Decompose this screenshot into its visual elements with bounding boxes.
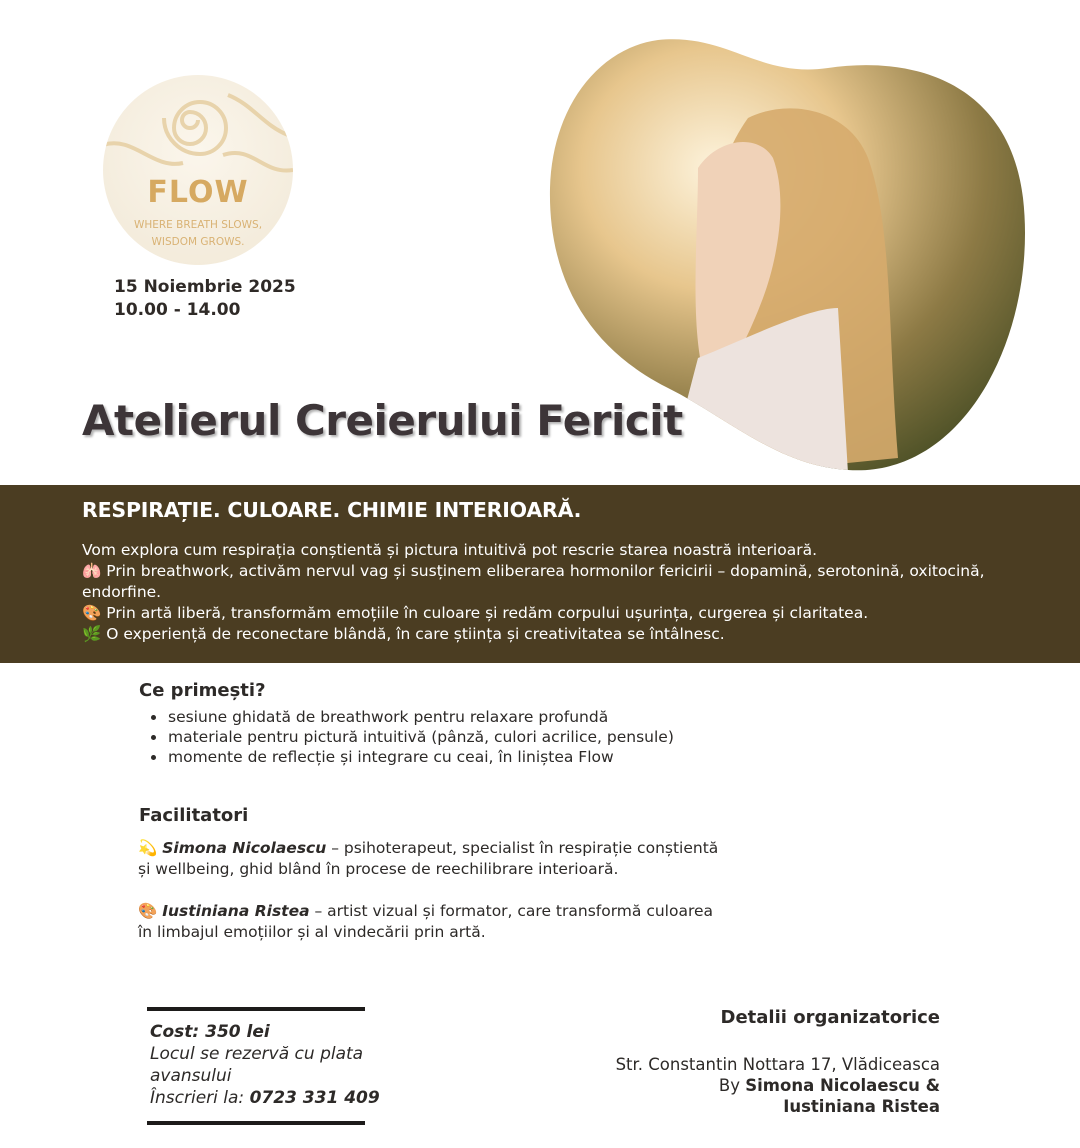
page-title: Atelierul Creierului Fericit <box>82 396 683 445</box>
intro-band <box>0 485 1080 663</box>
list-item: sesiune ghidată de breathwork pentru relaxare profundă <box>139 707 674 727</box>
intro-heading: RESPIRAȚIE. CULOARE. CHIMIE INTERIOARĂ. <box>82 498 582 522</box>
facilitator-simona: 💫 Simona Nicolaescu – psihoterapeut, specialist în respirație conștientă și wellbeing, ghid blând în procese de reechilibrare interioară. <box>138 839 719 878</box>
list-item: materiale pentru pictură intuitivă (pânză, culori acrilice, pensule) <box>139 727 674 747</box>
facilitator-iustiniana: 🎨 Iustiniana Ristea – artist vizual și formator, care transformă culoarea în limbajul emoțiilor și al vindecării prin artă. <box>138 902 714 941</box>
palette-icon: 🎨 <box>82 604 102 622</box>
cost: Cost: 350 lei <box>150 1022 270 1042</box>
logo-tagline: WHERE BREATH SLOWS, WISDOM GROWS. <box>133 219 263 248</box>
flow-logo <box>103 75 293 265</box>
benefits-heading: Ce primești? <box>139 680 266 701</box>
event-date: 15 Noiembrie 2025 <box>114 277 296 297</box>
herb-icon: 🌿 <box>82 625 102 643</box>
phone-number: 0723 331 409 <box>249 1088 380 1108</box>
benefits-section <box>139 680 674 767</box>
dizzy-star-icon: 💫 <box>138 839 158 857</box>
organization-heading: Detalii organizatorice <box>720 1007 940 1028</box>
facilitators-heading: Facilitatori <box>139 805 249 826</box>
intro-text: Vom explora cum respirația conștientă și pictura intuitivă pot rescrie starea noastră interioară. 🫁 Prin breathwork, activăm nervul vag și susținem eliberarea hormonilor fericirii – dopamină, serotonină, oxitocină, endorfine. 🎨 Prin artă liberă, transformăm emoțiile în culoare și redăm corpului ușurința, curgerea și claritatea. 🌿 O experiență de reconectare blândă, în care știința și creativitatea se întâlnesc. <box>82 541 985 643</box>
reservation-note: Locul se rezervă cu plata avansului <box>150 1044 364 1086</box>
logo-wordmark: FLOW <box>147 175 249 210</box>
palette-icon: 🎨 <box>138 902 158 920</box>
organization-details: Str. Constantin Nottara 17, Vlădiceasca By Simona Nicolaescu & Iustiniana Ristea <box>615 1055 940 1116</box>
event-time: 10.00 - 14.00 <box>114 300 241 320</box>
benefits-list <box>139 707 674 767</box>
divider <box>147 1121 365 1125</box>
divider <box>147 1007 365 1011</box>
pricing-box: Cost: 350 lei Locul se rezervă cu plata avansului Înscrieri la: 0723 331 409 <box>150 1021 390 1109</box>
address: Str. Constantin Nottara 17, Vlădiceasca <box>615 1055 940 1074</box>
event-datetime <box>114 276 296 322</box>
list-item: momente de reflecție și integrare cu ceai, în liniștea Flow <box>139 747 674 767</box>
lungs-icon: 🫁 <box>82 562 102 580</box>
